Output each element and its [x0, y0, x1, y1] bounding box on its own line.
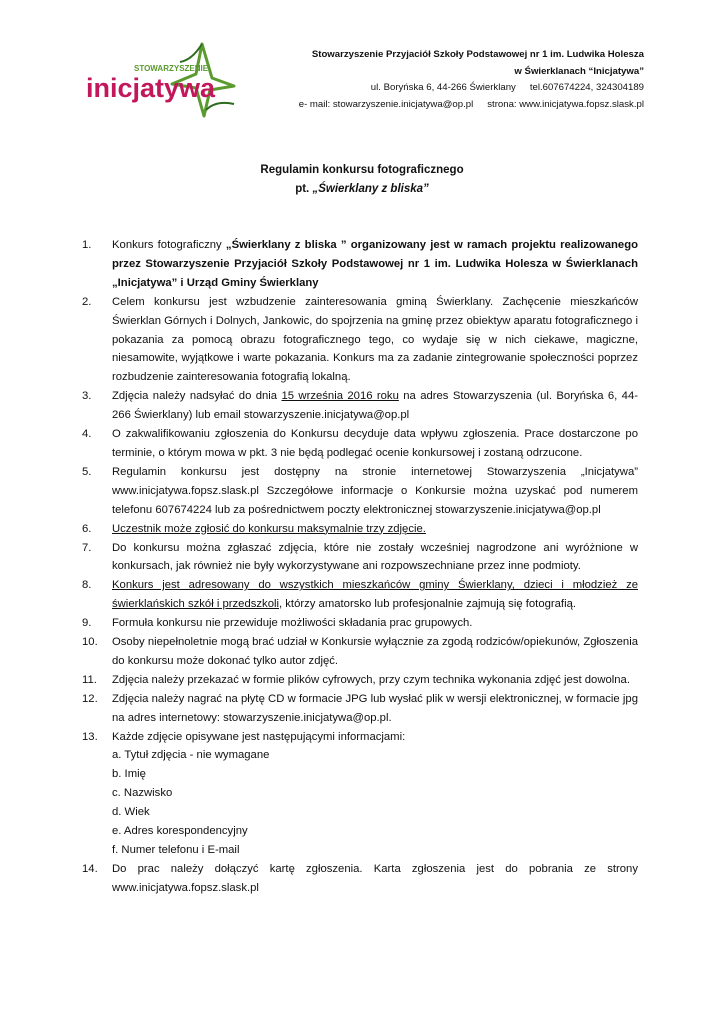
rule-item	[82, 671, 638, 690]
rule-text-underlined: Konkurs jest adresowany do wszystkich mieszkańców gminy Świerklany, dzieci i młodzież ze świerklańskich szkół i przedszkoli	[112, 579, 638, 611]
rule-number: 12.	[82, 692, 98, 705]
rule-number: 3.	[82, 390, 92, 403]
rule-item	[82, 614, 638, 633]
rule-number: 2.	[82, 295, 92, 308]
rule-item	[82, 728, 638, 860]
org-phone: tel.607674224, 324304189	[529, 82, 644, 93]
rule-text: Każde zdjęcie opisywane jest następującymi informacjami:	[112, 730, 406, 743]
rule-text-rest: na adres Stowarzyszenia (ul. Boryńska 6, 44-266 Świerklany) lub email stowarzyszenie.inicjatywa@op.pl	[112, 390, 638, 422]
organization-header	[224, 47, 644, 113]
deadline-date: 15 września 2016 roku	[281, 390, 399, 403]
org-contact-line	[224, 80, 644, 97]
org-email: e- mail: stowarzyszenie.inicjatywa@op.pl	[298, 98, 474, 110]
inicjatywa-logo	[84, 40, 240, 120]
rule-number: 5.	[82, 465, 92, 478]
rule-number: 7.	[82, 541, 92, 554]
rule-number: 4.	[82, 428, 92, 441]
rule-number: 11.	[82, 673, 97, 686]
contest-title: „Świerklany z bliska”	[312, 183, 429, 195]
rule-item	[82, 860, 638, 898]
rule-number: 14.	[82, 862, 98, 875]
rule-text: Regulamin konkursu jest dostępny na stronie internetowej Stowarzyszenia „Inicjatywa” www.inicjatywa.fopsz.slask.pl Szczegółowe informacje o Konkursie można uzyskać pod numerem telefonu 607674224 lub za pośrednictwem poczty elektronicznej stowarzyszenie.inicjatywa@op.pl	[112, 465, 638, 516]
rule-text: Do prac należy dołączyć kartę zgłoszenia. Karta zgłoszenia jest do pobrania ze strony www.inicjatywa.fopsz.slask.pl	[112, 862, 638, 894]
info-item-title: a. Tytuł zdjęcia - nie wymagane	[112, 749, 270, 762]
rule-item	[82, 387, 638, 425]
info-item-address: e. Adres korespondencyjny	[112, 825, 248, 838]
info-item-age: d. Wiek	[112, 806, 150, 819]
rule-text: Zdjęcia należy przekazać w formie plików cyfrowych, przy czym technika wykonania zdjęć jest dowolna.	[112, 673, 630, 686]
rule-text: Konkurs fotograficzny	[112, 239, 226, 251]
info-item-surname: c. Nazwisko	[112, 787, 173, 800]
rule-text: Celem konkursu jest wzbudzenie zainteresowania gminą Świerklany. Zachęcenie mieszkańców Świerklan Górnych i Dolnych, Jankowic, do spojrzenia na gminę przez obiektyw aparatu fotograficznego i pokazania za pomocą obrazu fotograficznego tego, co wydaje się w nich ciekawe, magiczne, niesamowite, wyjątkowe i warte pokazania. Konkurs ma za zadanie zintegrowanie społeczności poprzez rozbudzenie zainteresowania fotografią lokalną.	[112, 295, 638, 384]
rule-item	[82, 633, 638, 671]
info-item-first-name: b. Imię	[112, 768, 146, 781]
rule-text: Formuła konkursu nie przewiduje możliwości składania prac grupowych.	[112, 617, 473, 630]
org-address: ul. Boryńska 6, 44-266 Świerklany	[370, 82, 516, 93]
org-online-line	[224, 97, 644, 114]
rule-text-rest: , którzy amatorsko lub profesjonalnie zajmują się fotografią.	[279, 598, 577, 611]
rule-item	[82, 293, 638, 388]
rule-number: 1.	[82, 239, 92, 251]
logo-small-text: STOWARZYSZENIE	[134, 64, 209, 73]
org-name: Stowarzyszenie Przyjaciół Szkoły Podstawowej nr 1 im. Ludwika Holesza	[311, 49, 644, 60]
rule-text: O zakwalifikowaniu zgłoszenia do Konkursu decyduje data wpływu zgłoszenia. Prace dostarczone po terminie, o którym mowa w pkt. 3 nie będą podlegać ocenie konkursowej i zostaną odrzucone.	[112, 428, 638, 459]
document-title: Regulamin konkursu fotograficznego	[260, 164, 464, 176]
contest-name	[0, 183, 724, 195]
rule-item	[82, 520, 638, 539]
rule-text: Osoby niepełnoletnie mogą brać udział w Konkursie wyłącznie za zgodą rodziców/opiekunów, Zgłoszenia do konkursu może dokonać tylko autor zdjęć.	[112, 636, 638, 667]
rule-text-bold: „Świerklany z bliska ” organizowany jest w ramach projektu realizowanego przez Stowarzyszenie Przyjaciół Szkoły Podstawowej nr 1 im. Ludwika Holesza w Świerklanach „Inicjatywa” i Urząd Gminy Świerklany	[112, 239, 638, 289]
rule-item	[82, 425, 638, 463]
rule-number: 8.	[82, 579, 92, 592]
contest-prefix: pt.	[295, 183, 313, 195]
rule-text: Zdjęcia należy nagrać na płytę CD w formacie JPG lub wysłać plik w wersji elektronicznej, w formacie jpg na adres internetowy: stowarzyszenie.inicjatywa@op.pl.	[112, 692, 638, 724]
info-item-contact: f. Numer telefonu i E-mail	[112, 844, 240, 856]
rules-list	[82, 236, 638, 898]
rule-text-underlined: Uczestnik może zgłosić do konkursu maksymalnie trzy zdjęcie.	[112, 522, 426, 535]
rule-number: 13.	[82, 730, 98, 743]
rule-item	[82, 576, 638, 614]
rule-text: Zdjęcia należy nadsyłać do dnia	[112, 390, 282, 403]
org-location: w Świerklanach “Inicjatywa”	[514, 65, 644, 77]
rule-text: Do konkursu można zgłaszać zdjęcia, które nie zostały wcześniej nagrodzone ani wyróżnione w konkursach, jak również nie były wykorzystywane ani rozpowszechniane przez inne podmioty.	[112, 541, 638, 573]
rule-item	[82, 463, 638, 520]
rule-item	[82, 690, 638, 728]
rule-number: 10.	[82, 636, 98, 649]
org-website: strona: www.inicjatywa.fopsz.slask.pl	[487, 98, 644, 110]
logo-large-text: inicjatywa	[86, 73, 216, 103]
rule-item	[82, 236, 638, 293]
rule-number: 6.	[82, 522, 92, 535]
rule-number: 9.	[82, 617, 92, 630]
rule-item	[82, 539, 638, 577]
